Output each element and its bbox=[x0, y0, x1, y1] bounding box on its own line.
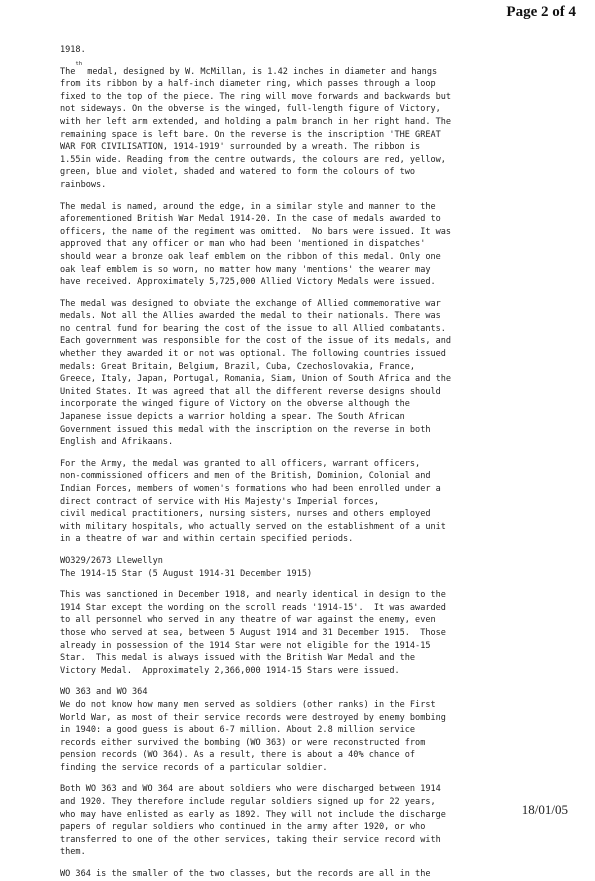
paragraph-gap bbox=[60, 449, 580, 458]
text-line: should wear a bronze oak leaf emblem on the ribbon of this medal. Only one bbox=[60, 251, 441, 262]
text-line: records either survived the bombing (WO 363) or were reconstructed from bbox=[60, 737, 426, 748]
text-line: incorporate the winged figure of Victory on the obverse although the bbox=[60, 399, 410, 410]
text-line: Each government was responsible for the cost of the issue of its medals, and bbox=[60, 336, 452, 347]
text-line: WO329/2673 Llewellyn bbox=[60, 555, 163, 566]
paragraph bbox=[60, 298, 580, 449]
text-line: Both WO 363 and WO 364 are about soldiers who were discharged between 1914 bbox=[60, 784, 441, 795]
text-line: to all personnel who served in any theatre of war against the enemy, even bbox=[60, 615, 436, 626]
paragraph bbox=[60, 201, 580, 289]
paragraph-gap bbox=[60, 859, 580, 868]
text-line: World War, as most of their service records were destroyed by enemy bombing bbox=[60, 712, 446, 723]
text-line: papers of regular soldiers who continued in the army after 1920, or who bbox=[60, 822, 426, 833]
text-line: The$^{th}$ medal, designed by W. McMillan, is 1.42 inches in diameter and hangs bbox=[60, 60, 438, 77]
text-line: officers, the name of the regiment was omitted. No bars were issued. It was bbox=[60, 226, 452, 237]
text-line: those who served at sea, between 5 August 1914 and 31 December 1915. Those bbox=[60, 627, 446, 638]
text-line: green, blue and violet, shaded and watered to form the colours of two bbox=[60, 167, 416, 178]
text-line: them. bbox=[60, 847, 86, 858]
text-line: Japanese issue depicts a warrior holding a spear. The South African bbox=[60, 412, 405, 423]
text-line: WO 363 and WO 364 bbox=[60, 687, 148, 698]
text-line: with her left arm extended, and holding a palm branch in her right hand. The bbox=[60, 116, 452, 127]
text-line: approved that any officer or man who had been 'mentioned in dispatches' bbox=[60, 239, 426, 250]
text-line: This was sanctioned in December 1918, and nearly identical in design to the bbox=[60, 590, 446, 601]
text-line: medals. Not all the Allies awarded the medal to their nationals. There was bbox=[60, 311, 441, 322]
paragraph bbox=[60, 868, 580, 881]
text-line: whether they awarded it or not was optional. The following countries issued bbox=[60, 349, 446, 360]
paragraph-gap bbox=[60, 580, 580, 589]
text-line: English and Afrikaans. bbox=[60, 437, 174, 448]
text-line: from its ribbon by a half-inch diameter ring, which passes through a loop bbox=[60, 79, 436, 90]
text-line: transferred to one of the other services, taking their service record with bbox=[60, 834, 441, 845]
text-line: For the Army, the medal was granted to all officers, warrant officers, bbox=[60, 458, 421, 469]
text-line: WAR FOR CIVILISATION, 1914-1919' surrounded by a wreath. The ribbon is bbox=[60, 142, 421, 153]
text-line: Greece, Italy, Japan, Portugal, Romania, Siam, Union of South Africa and the bbox=[60, 374, 452, 385]
paragraph-gap bbox=[60, 677, 580, 686]
text-line: in 1940: a good guess is about 6-7 million. About 2.8 million service bbox=[60, 725, 416, 736]
text-line: 1.55in wide. Reading from the centre outwards, the colours are red, yellow, bbox=[60, 154, 446, 165]
text-line: have received. Approximately 5,725,000 Allied Victory Medals were issued. bbox=[60, 277, 436, 288]
paragraph bbox=[60, 44, 580, 57]
text-line: finding the service records of a particular soldier. bbox=[60, 762, 328, 773]
text-line: WO 364 is the smaller of the two classes, but the records are all in the bbox=[60, 869, 431, 880]
paragraph bbox=[60, 60, 580, 192]
stray-superscript-mark: th bbox=[75, 60, 83, 67]
text-line: United States. It was agreed that all the different reverse designs should bbox=[60, 386, 441, 397]
text-line: aforementioned British War Medal 1914-20. In the case of medals awarded to bbox=[60, 214, 441, 225]
text-line: Indian Forces, members of women's formations who had been enrolled under a bbox=[60, 484, 441, 494]
paragraph-gap bbox=[60, 774, 580, 783]
text-line: non-commissioned officers and men of the British, Dominion, Colonial and bbox=[60, 471, 431, 482]
paragraph-gap bbox=[60, 192, 580, 201]
page-number: Page 2 of 4 bbox=[506, 4, 576, 20]
text-line: The 1914-15 Star (5 August 1914-31 December 1915) bbox=[60, 568, 313, 579]
text-line: We do not know how many men served as soldiers (other ranks) in the First bbox=[60, 699, 436, 710]
text-line: rainbows. bbox=[60, 179, 107, 190]
text-line: Victory Medal. Approximately 2,366,000 1914-15 Stars were issued. bbox=[60, 665, 400, 676]
text-line: medals: Great Britain, Belgium, Brazil, Cuba, Czechoslovakia, France, bbox=[60, 361, 416, 372]
document-body bbox=[60, 44, 580, 881]
text-line: who may have enlisted as early as 1892. They will not include the discharge bbox=[60, 809, 446, 820]
paragraph bbox=[60, 783, 580, 859]
text-line: civil medical practitioners, nursing sisters, nurses and others employed bbox=[60, 509, 431, 520]
paragraph bbox=[60, 555, 580, 580]
text-line: oak leaf emblem is so worn, no matter how many 'mentions' the wearer may bbox=[60, 264, 431, 275]
text-line: remaining space is left bare. On the reverse is the inscription 'THE GREAT bbox=[60, 129, 441, 140]
text-line: The medal is named, around the edge, in a similar style and manner to the bbox=[60, 201, 436, 212]
text-line: Government issued this medal with the inscription on the reverse in both bbox=[60, 424, 431, 435]
text-line: with military hospitals, who actually served on the establishment of a unit bbox=[60, 521, 446, 532]
text-line: The medal was designed to obviate the exchange of Allied commemorative war bbox=[60, 298, 441, 309]
text-line: direct contract of service with His Majesty's Imperial forces, bbox=[60, 496, 380, 507]
text-line: Star. This medal is always issued with the British War Medal and the bbox=[60, 653, 416, 664]
paragraph bbox=[60, 458, 580, 546]
paragraph-gap bbox=[60, 289, 580, 298]
paragraph-gap bbox=[60, 546, 580, 555]
paragraph-gap bbox=[60, 57, 580, 66]
text-line: no central fund for bearing the cost of the issue to all Allied combatants. bbox=[60, 323, 446, 334]
text-line: in a theatre of war and within certain specified periods. bbox=[60, 534, 354, 545]
paragraph bbox=[60, 686, 580, 774]
text-line: and 1920. They therefore include regular soldiers signed up for 22 years, bbox=[60, 797, 436, 808]
text-line: not sideways. On the obverse is the winged, full-length figure of Victory, bbox=[60, 104, 441, 115]
footer-date: 18/01/05 bbox=[521, 802, 568, 817]
text-line: 1914 Star except the wording on the scroll reads '1914-15'. It was awarded bbox=[60, 602, 446, 613]
text-line: already in possession of the 1914 Star were not eligible for the 1914-15 bbox=[60, 640, 431, 651]
text-line: fixed to the top of the piece. The ring will move forwards and backwards but bbox=[60, 91, 452, 102]
paragraph bbox=[60, 589, 580, 677]
text-line: 1918. bbox=[60, 45, 86, 55]
text-line: pension records (WO 364). As a result, there is about a 40% chance of bbox=[60, 750, 416, 761]
